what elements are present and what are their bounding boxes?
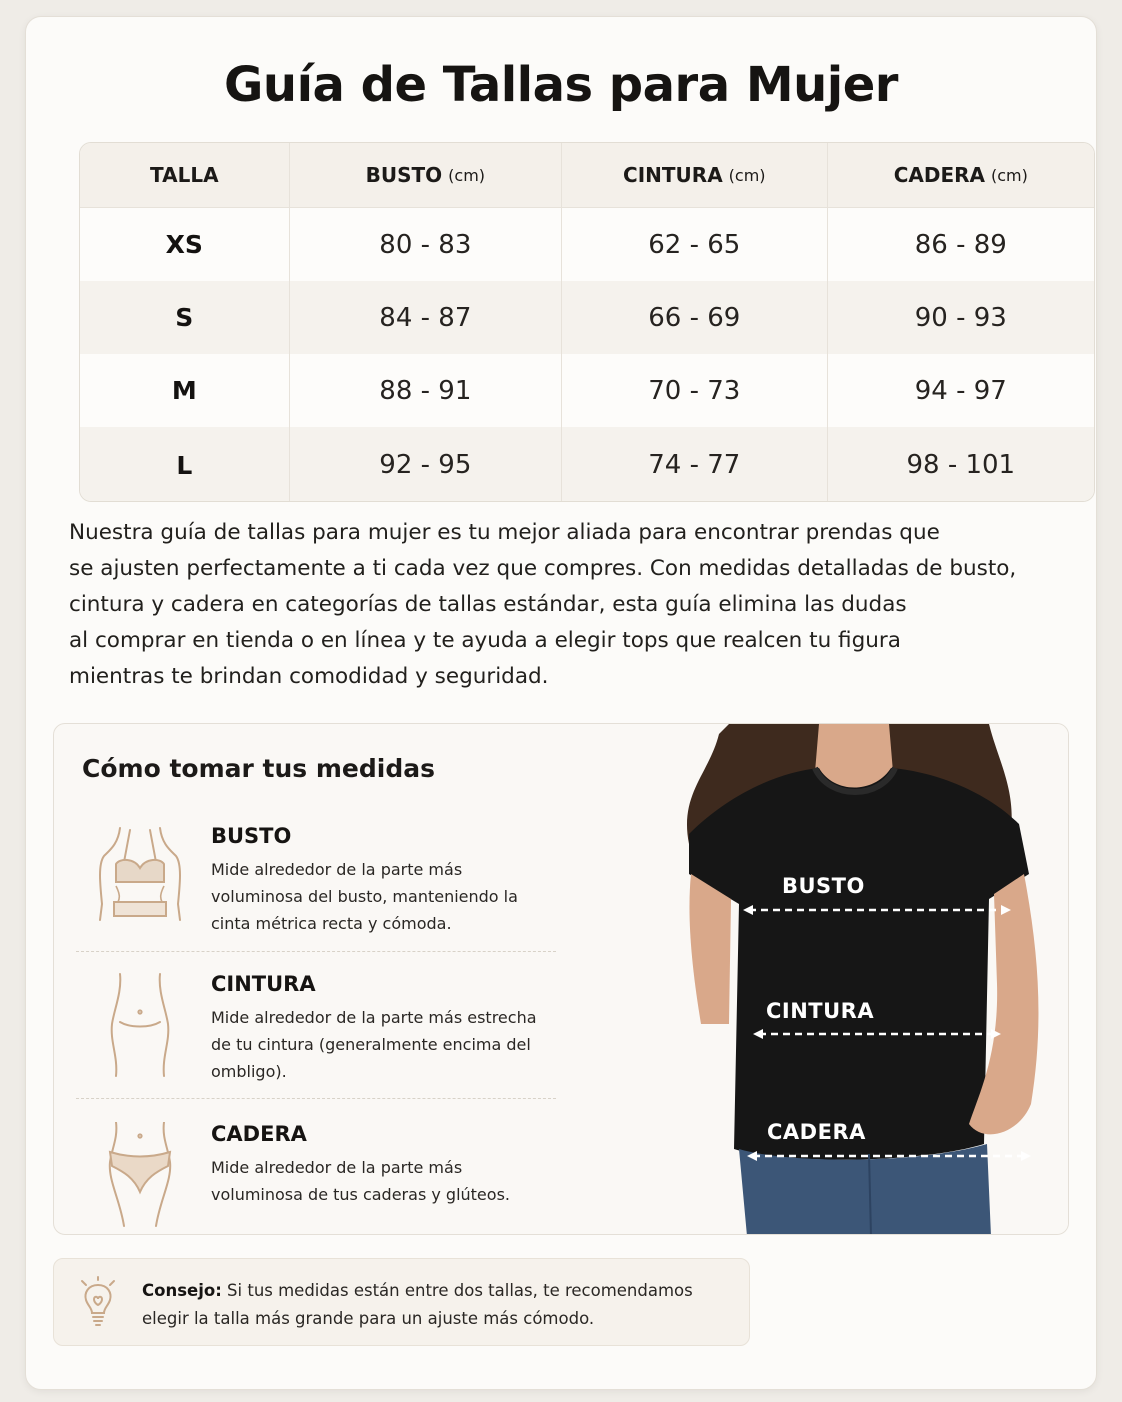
how-to-measure-section (53, 723, 1069, 1235)
table-row (80, 281, 1094, 354)
size-cell: M (80, 354, 290, 427)
cintura-cell: 74 - 77 (562, 427, 827, 502)
photo-label-cintura: CINTURA (766, 999, 875, 1023)
tip-box (53, 1258, 750, 1346)
measure-name: BUSTO (211, 824, 292, 848)
photo-label-busto: BUSTO (782, 874, 865, 898)
busto-cell: 88 - 91 (290, 354, 562, 427)
busto-cell: 92 - 95 (290, 427, 562, 502)
cintura-cell: 66 - 69 (562, 281, 827, 354)
measure-description: Mide alrededor de la parte más estrecha de tu cintura (generalmente encima del ombligo). (211, 1008, 537, 1081)
size-cell: L (80, 427, 290, 502)
bust-figure-icon (90, 824, 190, 934)
page-title: Guía de Tallas para Mujer (224, 57, 898, 113)
intro-line: Nuestra guía de tallas para mujer es tu mejor aliada para encontrar prendas que (69, 520, 940, 545)
busto-cell: 80 - 83 (290, 208, 562, 281)
measure-item-cintura (76, 972, 556, 1084)
intro-paragraph (69, 515, 1029, 695)
dashed-divider (76, 951, 556, 952)
section-title: Cómo tomar tus medidas (82, 754, 435, 783)
size-cell: XS (80, 208, 290, 281)
tip-label: Consejo: (142, 1281, 222, 1300)
measure-name: CADERA (211, 1122, 307, 1146)
intro-line: al comprar en tienda o en línea y te ayuda a elegir tops que realcen tu figura (69, 628, 901, 653)
cintura-cell: 62 - 65 (562, 208, 827, 281)
table-row (80, 208, 1094, 281)
header-talla: TALLA (80, 143, 290, 207)
header-cadera: CADERA (cm) (893, 163, 1028, 187)
measure-item-cadera (76, 1122, 556, 1212)
measure-item-busto (76, 824, 556, 936)
lightbulb-icon (78, 1275, 118, 1331)
size-table (79, 142, 1095, 502)
cintura-cell: 70 - 73 (562, 354, 827, 427)
measure-description: Mide alrededor de la parte más voluminosa de tus caderas y glúteos. (211, 1158, 510, 1204)
intro-line: cintura y cadera en categorías de tallas estándar, esta guía elimina las dudas (69, 592, 907, 617)
measure-name: CINTURA (211, 972, 316, 996)
intro-line: se ajusten perfectamente a ti cada vez que compres. Con medidas detalladas de busto, (69, 556, 1017, 581)
cadera-cell: 98 - 101 (906, 450, 1016, 480)
table-row (80, 354, 1094, 427)
table-header-row (80, 143, 1094, 208)
table-row (80, 427, 1094, 502)
size-cell: S (80, 281, 290, 354)
waist-figure-icon (90, 972, 190, 1082)
dashed-divider (76, 1098, 556, 1099)
model-tshirt-photo (619, 724, 1069, 1235)
header-cintura: CINTURA (cm) (562, 143, 827, 207)
intro-line: mientras te brindan comodidad y seguridad. (69, 664, 549, 689)
busto-cell: 84 - 87 (290, 281, 562, 354)
measure-description: Mide alrededor de la parte más voluminosa del busto, manteniendo la cinta métrica recta y cómoda. (211, 860, 518, 933)
cadera-cell: 86 - 89 (914, 229, 1007, 260)
tip-text (142, 1277, 742, 1333)
hip-figure-icon (90, 1122, 190, 1232)
cadera-cell: 90 - 93 (914, 302, 1007, 333)
header-busto: BUSTO (cm) (290, 143, 562, 207)
tip-message: Si tus medidas están entre dos tallas, te recomendamos elegir la talla más grande para un ajuste más cómodo. (142, 1281, 693, 1328)
photo-label-cadera: CADERA (767, 1120, 866, 1144)
cadera-cell: 94 - 97 (914, 375, 1007, 406)
